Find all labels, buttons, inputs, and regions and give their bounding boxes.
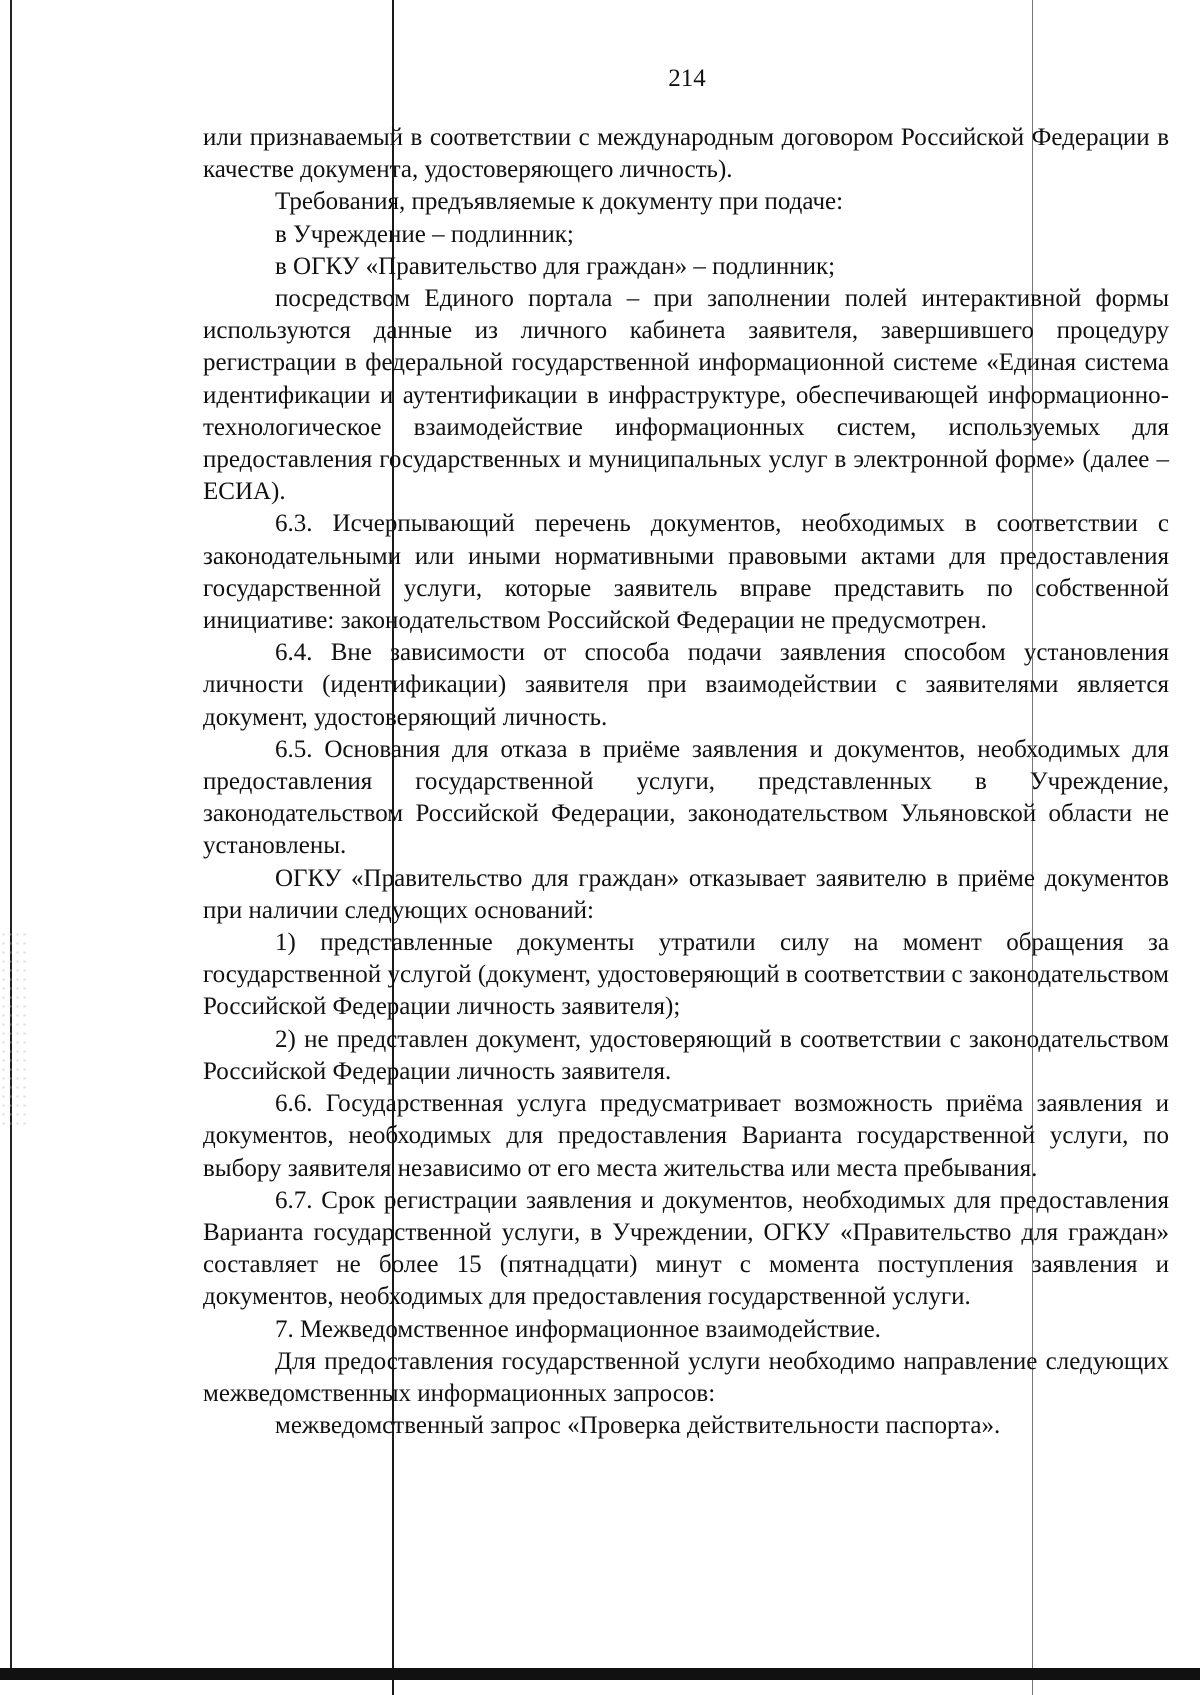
paragraph: в ОГКУ «Правительство для граждан» – подлинник; — [275, 252, 836, 280]
paragraph: 6.4. Вне зависимости от способа подачи заявления способом установления личности (идентификации) заявителя при взаимодействии с заявителями является документ, удостоверяющий личность. — [203, 639, 1169, 731]
page-number: 214 — [668, 65, 706, 92]
paragraph: ОГКУ «Правительство для граждан» отказывает заявителю в приёме документов при наличии следующих оснований: — [203, 864, 1169, 924]
paragraph: межведомственный запрос «Проверка действительности паспорта». — [275, 1412, 1001, 1440]
paragraph: 2) не представлен документ, удостоверяющий в соответствии с законодательством Российской Федерации личность заявителя. — [203, 1025, 1169, 1085]
scan-left-edge — [10, 0, 12, 1670]
paragraph: 6.3. Исчерпывающий перечень документов, необходимых в соответствии с законодательными или иными нормативными правовыми актами для предоставления государственной услуги, которые заявитель вправе представить по собственной инициативе: законодательством Российской Федерации не предусмотрен. — [203, 510, 1169, 635]
paragraph: 6.7. Срок регистрации заявления и документов, необходимых для предоставления Варианта государственной услуги, в Учреждении, ОГКУ «Правительство для граждан» составляет не более 15 (пятнадцати) минут с момента поступления заявления и документов, необходимых для предоставления государственной услуги. — [203, 1186, 1169, 1311]
paragraph: Требования, предъявляемые к документу при подаче: — [275, 188, 844, 216]
document-body — [203, 122, 1169, 1442]
scan-bottom-bar — [0, 1668, 1200, 1680]
paragraph: 7. Межведомственное информационное взаимодействие. — [275, 1315, 881, 1343]
paragraph: 6.6. Государственная услуга предусматривает возможность приёма заявления и документов, необходимых для предоставления Варианта государственной услуги, по выбору заявителя независимо от его места жительства или места пребывания. — [203, 1090, 1169, 1182]
paragraph: 6.5. Основания для отказа в приёме заявления и документов, необходимых для предоставления государственной услуги, представленных в Учреждение, законодательством Российской Федерации, законодательством Ульяновской области не установлены. — [203, 735, 1169, 860]
scan-speckles — [0, 930, 30, 1130]
paragraph: или признаваемый в соответствии с международным договором Российской Федерации в качестве документа, удостоверяющего личность). — [203, 124, 1169, 184]
paragraph: в Учреждение – подлинник; — [275, 220, 574, 248]
paragraph: 1) представленные документы утратили силу на момент обращения за государственной услугой (документ, удостоверяющий в соответствии с законодательством Российской Федерации личность заявителя); — [203, 929, 1169, 1021]
paragraph: Для предоставления государственной услуги необходимо направление следующих межведомственных информационных запросов: — [203, 1347, 1169, 1407]
paragraph: посредством Единого портала – при заполнении полей интерактивной формы используются данные из личного кабинета заявителя, завершившего процедуру регистрации в федеральной государственной информационной системе «Единая система идентификации и аутентификации в инфраструктуре, обеспечивающей информационно-технологическое взаимодействие информационных систем, используемых для предоставления государственных и муниципальных услуг в электронной форме» (далее – ЕСИА). — [203, 285, 1169, 506]
